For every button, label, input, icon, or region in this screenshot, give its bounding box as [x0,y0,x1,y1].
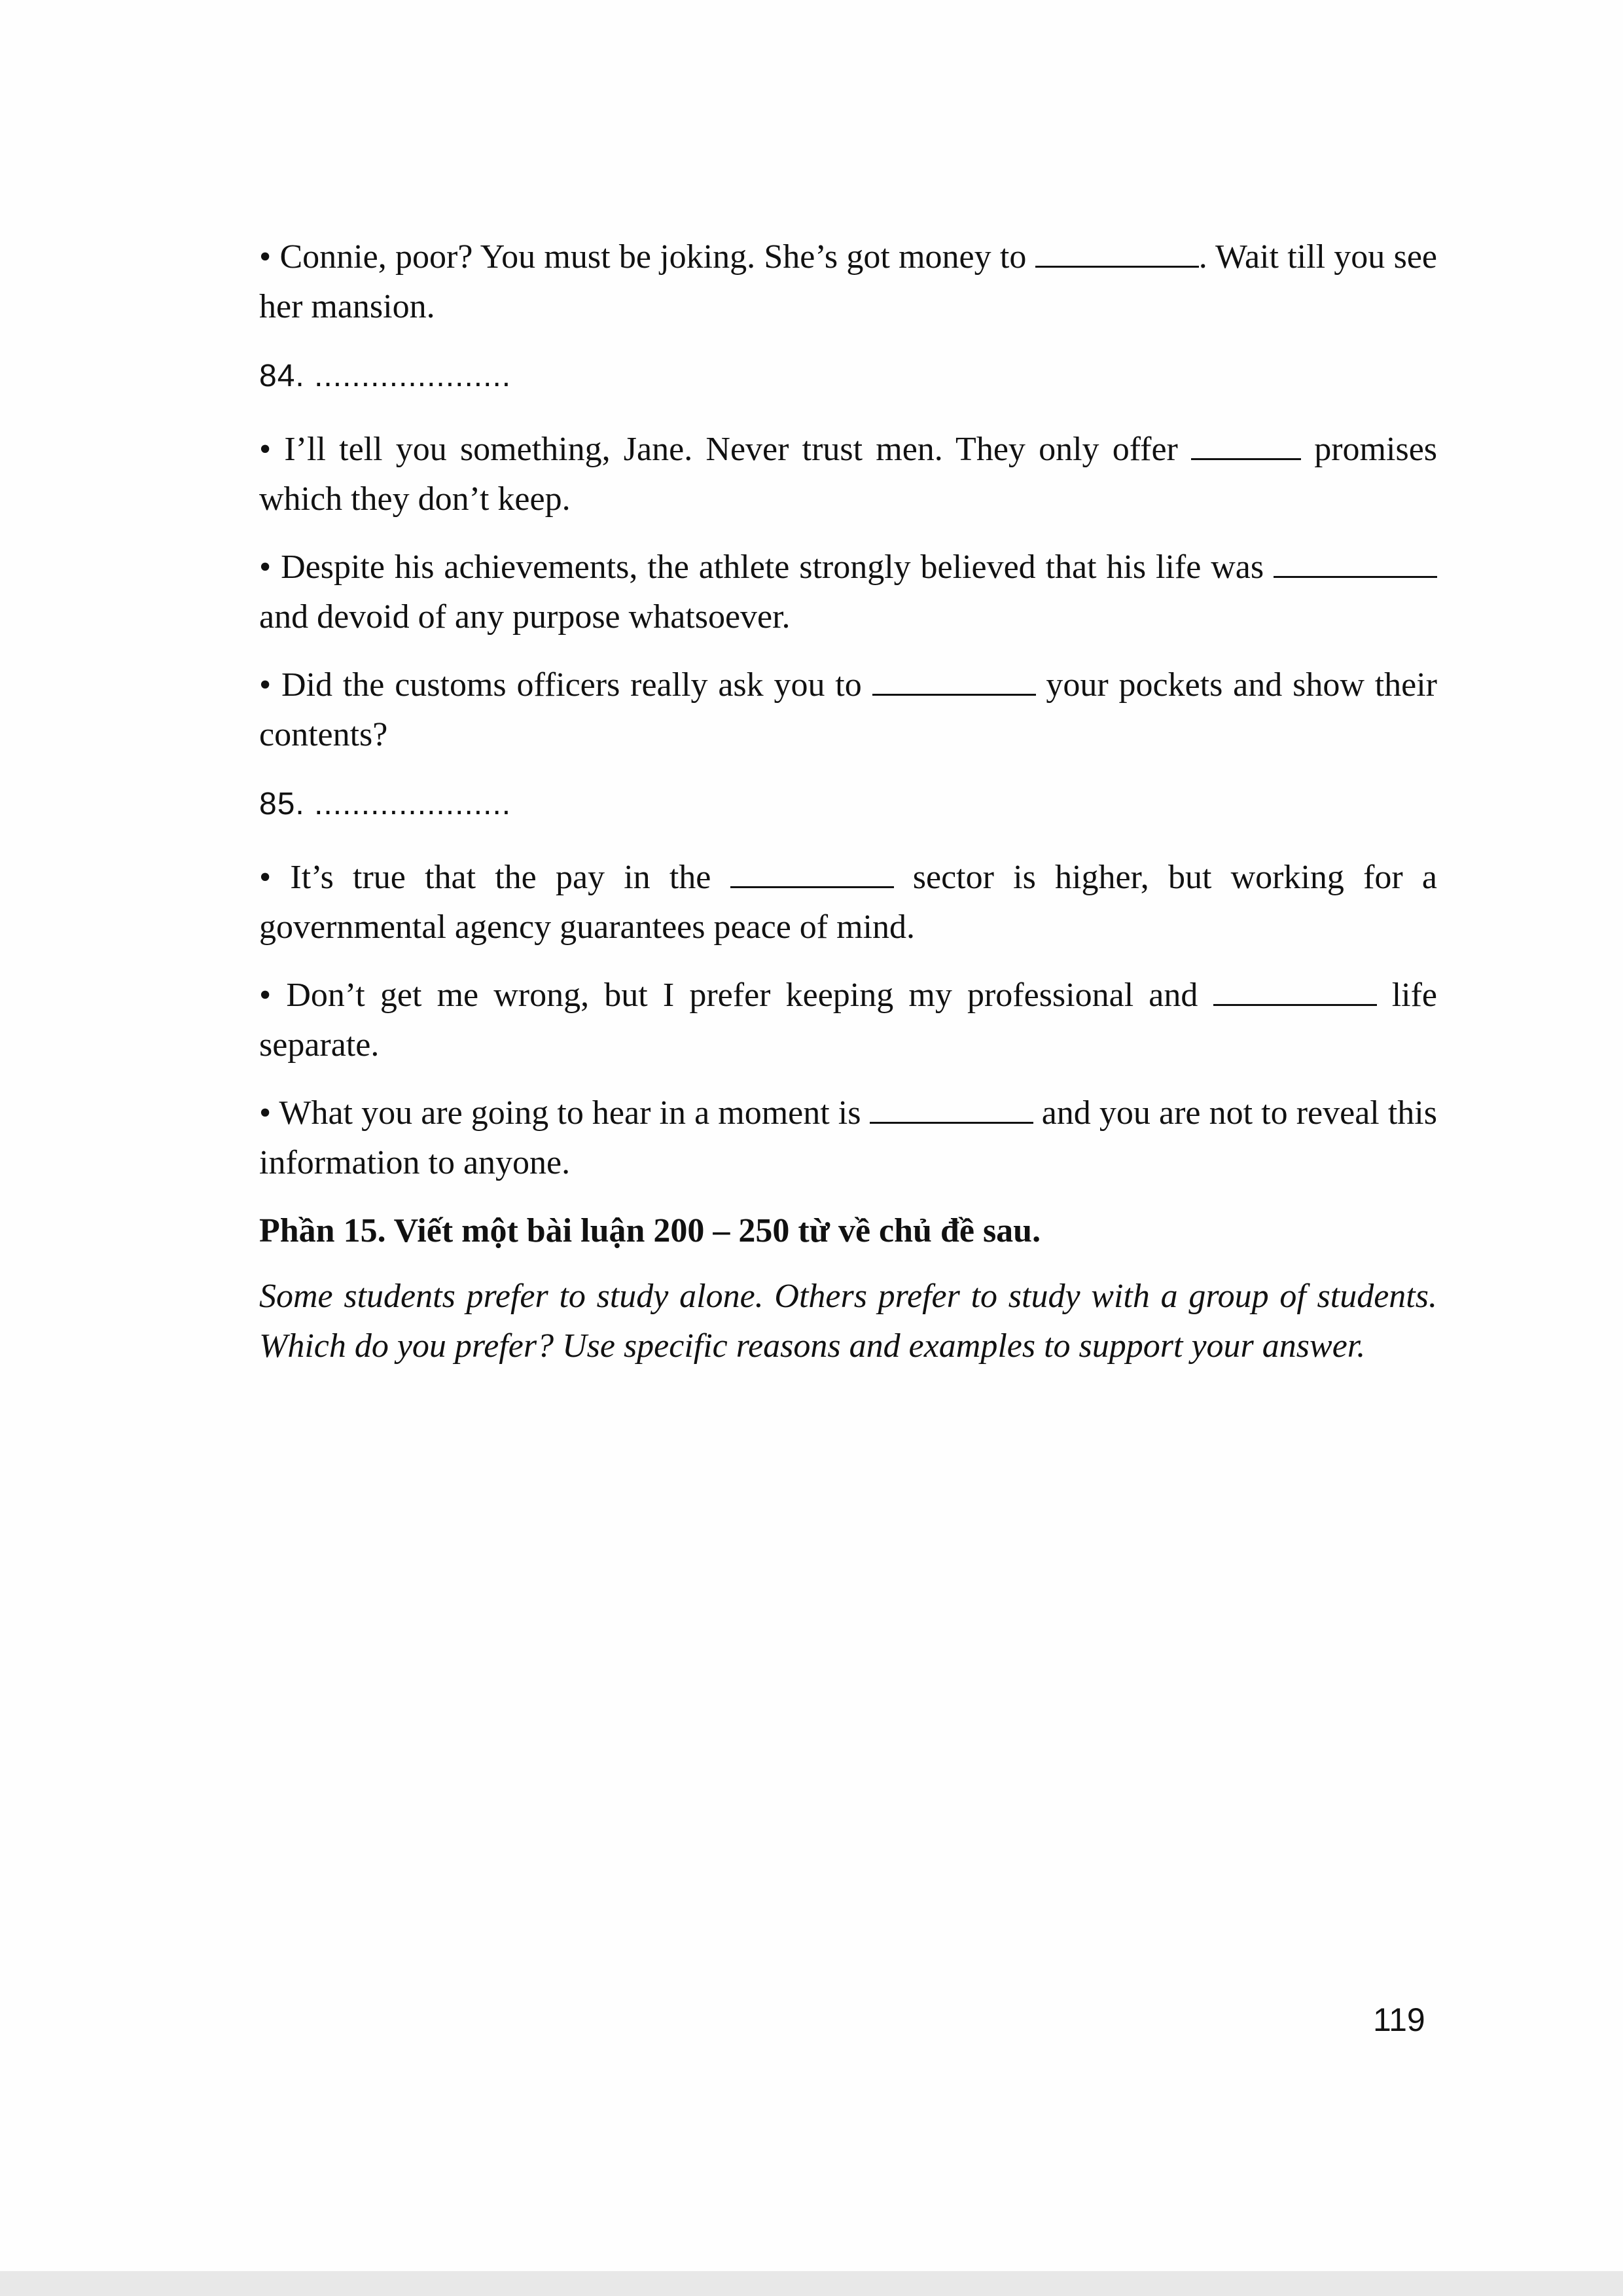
answer-line-85: 85. ..................... [259,787,512,821]
answer-blank [870,1093,1033,1124]
answer-blank [1191,429,1301,460]
sentence-item [259,543,1437,642]
sentence-text: • What you are going to hear in a moment is [259,1094,870,1132]
sentence-text: • Don’t get me wrong, but I prefer keeping my professional and [259,977,1213,1014]
sentence-text: life separate. [259,977,1437,1064]
exercise-content [259,232,1437,1371]
sentence-text: sector is higher, but working for a governmental agency guarantees peace of mind. [259,859,1437,946]
answer-line-84: 84. ..................... [259,359,512,393]
answer-blank [872,665,1036,696]
sentence-item [259,1088,1437,1188]
sentence-text: • Despite his achievements, the athlete strongly believed that his life was [259,548,1274,586]
sentence-text: . Wait till you see her mansion. [259,238,1437,325]
answer-blank [1274,547,1437,578]
sentence-text: promises which they don’t keep. [259,431,1438,518]
sentence-text: and you are not to reveal this information to anyone. [259,1094,1437,1181]
sentence-text: and devoid of any purpose whatsoever. [259,598,791,636]
sentence-item [259,232,1437,332]
sentence-item [259,971,1437,1070]
answer-blank [730,857,894,888]
section-heading: Phần 15. Viết một bài luận 200 – 250 từ về chủ đề sau. [259,1212,1041,1249]
answer-blank [1035,237,1199,268]
sentence-text: • I’ll tell you something, Jane. Never trust men. They only offer [259,431,1192,468]
sentence-text: • Did the customs officers really ask you to [259,666,872,704]
scan-edge-strip [0,2271,1623,2296]
essay-prompt: Some students prefer to study alone. Others prefer to study with a group of students. Which do you prefer? Use specific reasons and examples to support your answer. [259,1278,1437,1365]
sentence-text: your pockets and show their contents? [259,666,1437,753]
sentence-item [259,660,1437,760]
answer-blank [1213,975,1377,1006]
sentence-item [259,425,1437,524]
page-number: 119 [1373,2001,1425,2038]
sentence-text: • It’s true that the pay in the [259,859,730,896]
sentence-text: • Connie, poor? You must be joking. She’s got money to [259,238,1035,276]
sentence-item [259,853,1437,952]
